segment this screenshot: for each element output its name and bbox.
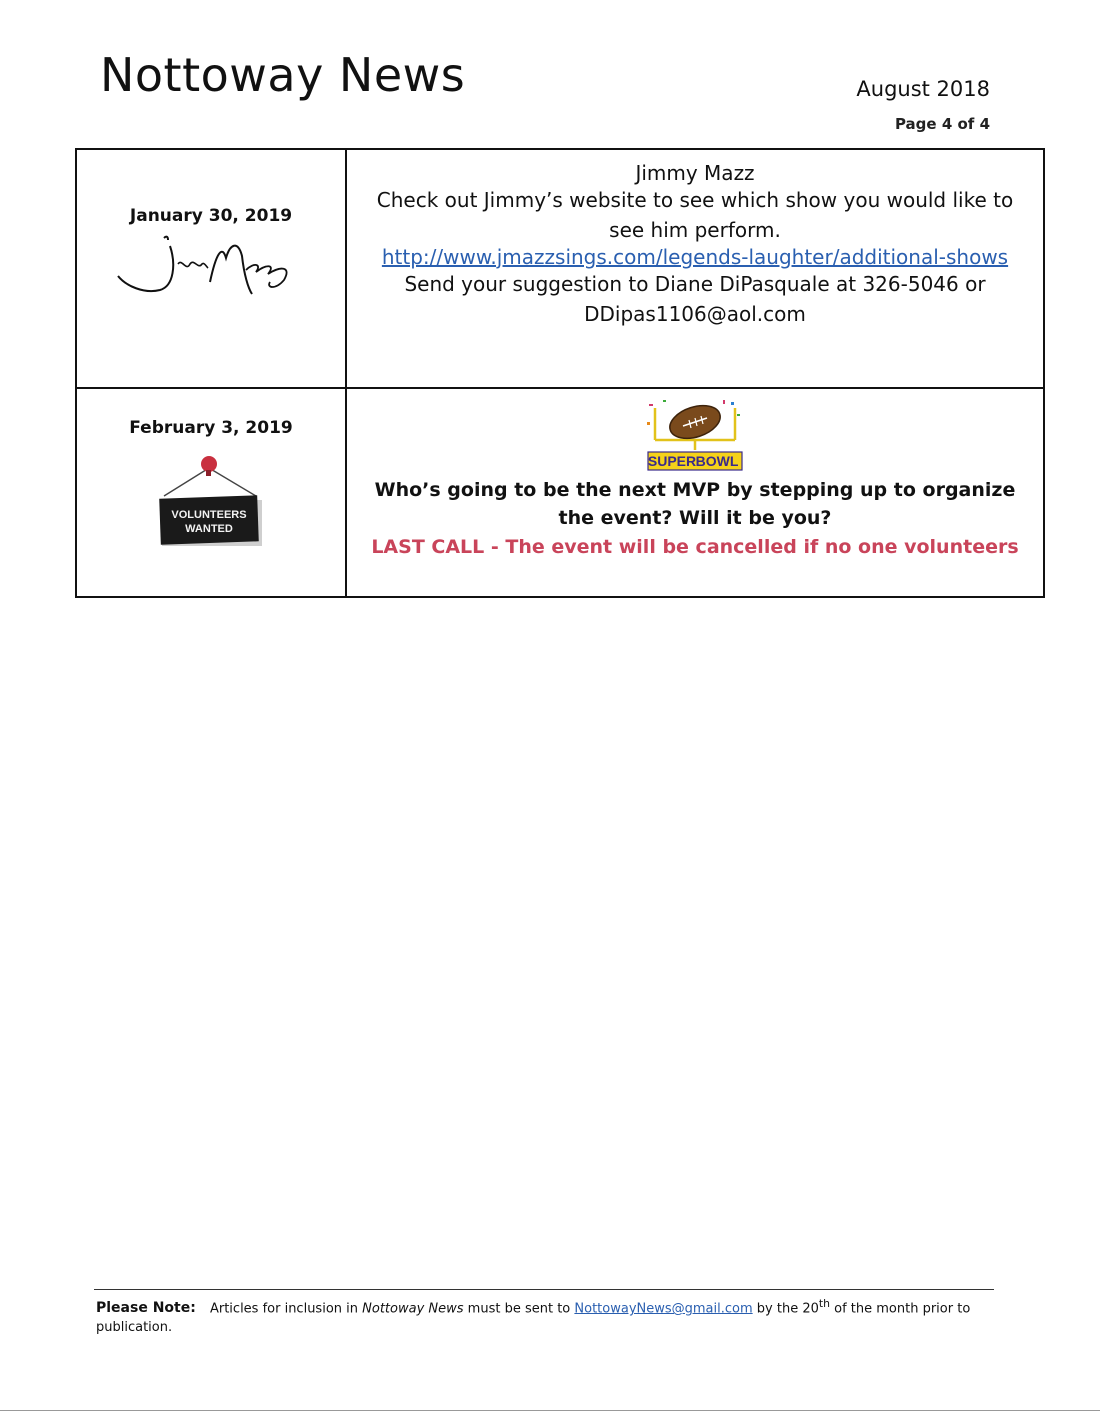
issue-date: August 2018: [856, 77, 990, 101]
event-row: [76, 388, 1044, 597]
event-contact: Send your suggestion to Diane DiPasquale at 326-5046 or DDipas1106@aol.com: [404, 272, 986, 326]
footer-text-f: of the month prior to publication.: [96, 1301, 971, 1336]
scan-edge-line: [0, 1410, 1100, 1411]
footer-text-a: Articles for inclusion in: [209, 1301, 358, 1317]
footer-note: [96, 1294, 996, 1337]
event-title: Jimmy Mazz: [635, 161, 755, 185]
page-number: 4: [941, 115, 953, 133]
footer-text-e: th: [818, 1297, 830, 1310]
website-link[interactable]: http://www.jmazzsings.com/legends-laughter/additional-shows: [381, 245, 1009, 269]
footer-text-c: must be sent to: [467, 1301, 571, 1317]
footer-text-d: by the 20: [756, 1301, 819, 1317]
event-description: Check out Jimmy’s website to see which show you would like to see him perform.: [376, 188, 1014, 242]
page-of: of: [957, 115, 975, 133]
event-date-cell: [76, 388, 346, 597]
volunteers-wanted-sign-image: [156, 452, 266, 550]
last-call-notice: LAST CALL - The event will be cancelled if no one volunteers: [371, 536, 1019, 558]
event-content-cell: [346, 388, 1044, 597]
events-table: [75, 148, 1045, 598]
footer-divider: [94, 1289, 994, 1290]
sign-line2: WANTED: [185, 523, 233, 535]
page-indicator: [895, 115, 990, 133]
event-date-cell: [76, 149, 346, 388]
logo-word1: SUPER: [647, 453, 697, 469]
event-row: [76, 149, 1044, 388]
event-date: February 3, 2019: [129, 418, 293, 438]
footer-label: Please Note:: [96, 1300, 196, 1317]
super-bowl-football-icon: [645, 398, 745, 472]
event-question: Who’s going to be the next MVP by stepping up to organize the event? Will it be you?: [374, 479, 1016, 529]
page-total: 4: [979, 115, 990, 133]
event-date: January 30, 2019: [129, 206, 293, 226]
pushpin-icon: [201, 456, 217, 472]
sign-line1: VOLUNTEERS: [171, 509, 247, 521]
page-label: Page: [894, 115, 937, 133]
footer-text-b: Nottoway News: [362, 1301, 464, 1317]
footer-email-link[interactable]: NottowayNews@gmail.com: [574, 1301, 753, 1317]
event-content-cell: [346, 149, 1044, 388]
newsletter-title: Nottoway News: [100, 48, 466, 102]
logo-word2: BOWL: [695, 453, 739, 469]
signature-image: [116, 234, 306, 304]
